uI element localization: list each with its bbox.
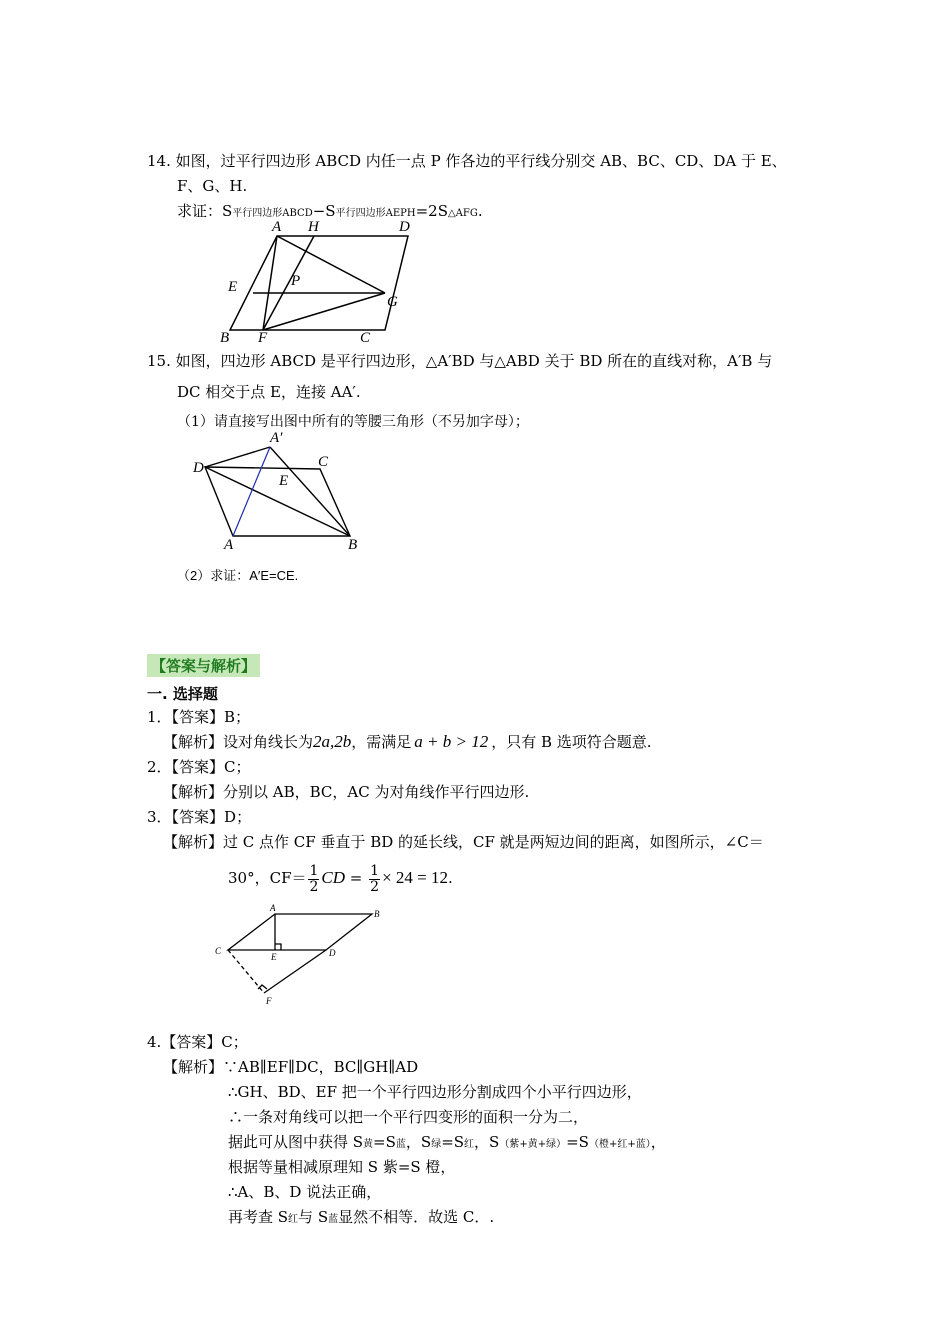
answer-4-line4: 据此可从图中获得 S黄=S蓝，S绿=S红，S（紫+黄+绿）=S（橙+红+蓝）， [228,1133,666,1151]
label-d: D [193,460,204,476]
section-title: 一. 选择题 [147,685,218,703]
a3-eq: = [345,869,368,887]
q14-line1: 14. 如图，过平行四边形 ABCD 内任一点 P 作各边的平行线分别交 AB、BC、CD、DA 于 E、 [147,152,787,170]
answer-3: 3．【答案】D； [147,808,252,826]
label-e: E [228,279,238,295]
answer-4-line2: ∴GH、BD、EF 把一个平行四边形分割成四个小平行四边形， [228,1083,642,1101]
s1-sub: 平行四边形ABCD [232,208,313,219]
q15-part1: （1）请直接写出图中所有的等腰三角形（不另加字母）； [177,414,529,430]
frac-half-2: $\frac{1}{2}$ [370,862,380,895]
label-a: A [270,903,276,913]
proof-label: 求证： [177,202,223,220]
a4-label: 【解析】 [163,1058,224,1076]
label-e: E [279,473,289,489]
a1-pre: 【解析】设对角线长为 [163,733,314,751]
end-dot: . [477,202,483,220]
answers-header: 【答案与解析】 [147,654,260,677]
answer-2-explanation: 【解析】分别以 AB，BC，AC 为对角线作平行四边形. [163,783,530,801]
label-a-prime: A′ [270,430,283,446]
label-a: A [272,219,282,235]
label-d: D [399,219,410,235]
label-p: P [291,273,301,289]
q15-line1: 15. 如图，四边形 ABCD 是平行四边形，△A′BD 与△ABD 关于 BD 所在的直线对称，A′B 与 [147,352,773,370]
answer-3-explanation: 【解析】过 C 点作 CF 垂直于 BD 的延长线，CF 就是两短边间的距离，如图所示，∠C＝ [163,833,764,851]
frac-half-1: $\frac{1}{2}$ [309,862,319,895]
label-b: B [348,537,358,553]
answer-4-line7: 再考查 S红与 S蓝显然不相等．故选 C．. [228,1208,495,1226]
label-g: G [387,294,398,310]
answer-1: 1．【答案】B； [147,708,251,726]
a3-end: . [448,869,453,887]
q14-line2: F、G、H. [177,177,248,195]
answer-4-line5: 根据等量相减原理知 S 紫=S 橙， [228,1158,456,1176]
q15-figure [190,430,370,555]
label-f: F [258,330,268,346]
a1-post: ，只有 B 选项符合题意. [491,733,652,751]
label-a: A [224,537,234,553]
label-e: E [271,952,277,962]
answer-4-line6: ∴A、B、D 说法正确， [228,1183,382,1201]
a1-mid: ，需满足 [351,733,412,751]
q15-line2: DC 相交于点 E，连接 AA′. [177,383,361,401]
answer-4-line1 [163,1057,418,1077]
label-b: B [374,909,380,919]
s2-sub: 平行四边形AEPH [335,208,416,219]
label-d: D [329,948,336,958]
a4-l1: ∵AB∥EF∥DC，BC∥GH∥AD [223,1058,419,1076]
answer-3-figure [210,905,390,1005]
a3-eq-pre: 30°，CF＝ [228,869,307,887]
a1-math2: a + b > 12 [414,732,489,751]
answer-4-line3: ∴一条对角线可以把一个平行四变形的面积一分为二， [228,1108,589,1126]
label-c: C [318,454,329,470]
label-f: F [266,996,272,1006]
label-c: C [215,946,222,956]
s3-sub: △AFG [447,208,478,219]
answer-3-equation [228,860,453,896]
a3-tail: × 24 = 12 [382,868,448,887]
s1: S [222,202,233,220]
label-b: B [220,330,230,346]
answer-2: 2．【答案】C； [147,758,251,776]
q15-part2: （2）求证：A′E=CE. [177,568,299,583]
minus-s: −S [312,202,336,220]
label-h: H [308,219,319,235]
answer-1-explanation [163,732,652,752]
label-c: C [360,330,371,346]
a1-math1: 2a,2b [313,732,352,751]
answer-4: 4.【答案】C； [147,1033,248,1051]
q14-figure [215,216,425,346]
a3-cd: CD [321,868,346,887]
eq-2s: =2S [415,202,448,220]
